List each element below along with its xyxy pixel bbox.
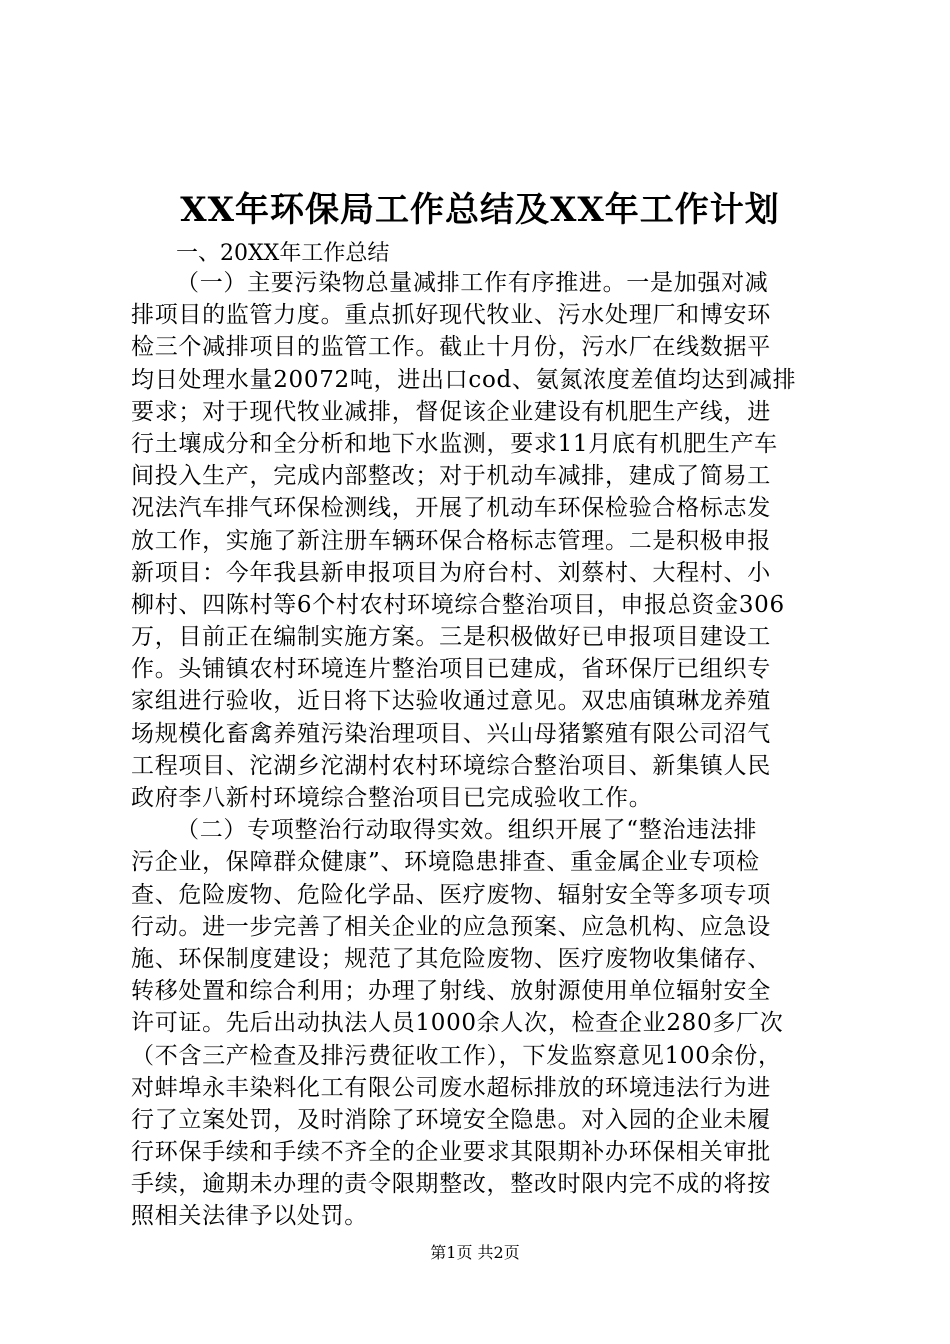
section-heading: 一、20XX年工作总结 — [176, 241, 390, 266]
paragraph-1 — [131, 267, 831, 814]
paragraph-line: 检三个减排项目的监管工作。截止十月份，污水厂在线数据平 — [131, 334, 771, 361]
paragraph-line: 万，目前正在编制实施方案。三是积极做好已申报项目建设工 — [131, 624, 771, 651]
paragraph-line: （不含三产检查及排污费征收工作），下发监察意见100余份， — [131, 1042, 782, 1069]
paragraph-line: 照相关法律予以处罚。 — [131, 1203, 368, 1230]
paragraph-line: 施、环保制度建设；规范了其危险废物、医疗废物收集储存、 — [131, 945, 771, 972]
document-body — [131, 267, 831, 1233]
paragraph-line: 要求；对于现代牧业减排，督促该企业建设有机肥生产线，进 — [131, 398, 771, 425]
paragraph-line: 间投入生产，完成内部整改；对于机动车减排，建成了简易工 — [131, 463, 771, 490]
paragraph-line: 排项目的监管力度。重点抓好现代牧业、污水处理厂和博安环 — [131, 302, 771, 329]
paragraph-line: 新项目：今年我县新申报项目为府台村、刘蔡村、大程村、小 — [131, 559, 771, 586]
paragraph-line: （一）主要污染物总量减排工作有序推进。一是加强对减 — [176, 270, 769, 296]
paragraph-line: 场规模化畜禽养殖污染治理项目、兴山母猪繁殖有限公司沼气 — [131, 720, 771, 747]
paragraph-line: 行土壤成分和全分析和地下水监测，要求11月底有机肥生产车 — [131, 430, 778, 457]
document-title: XX年环保局工作总结及XX年工作计划 — [180, 190, 780, 230]
paragraph-line: 工程项目、沱湖乡沱湖村农村环境综合整治项目、新集镇人民 — [131, 752, 771, 779]
paragraph-line: （二）专项整治行动取得实效。组织开展了“整治违法排 — [176, 817, 758, 844]
paragraph-line: 许可证。先后出动执法人员1000余人次，检查企业280多厂次 — [131, 1010, 784, 1037]
paragraph-line: 行环保手续和手续不齐全的企业要求其限期补办环保相关审批 — [131, 1139, 771, 1166]
paragraph-line: 柳村、四陈村等6个村农村环境综合整治项目，申报总资金306 — [131, 591, 785, 618]
paragraph-line: 污企业，保障群众健康”、环境隐患排查、重金属企业专项检 — [131, 849, 760, 876]
paragraph-line: 转移处置和综合利用；办理了射线、放射源使用单位辐射安全 — [131, 978, 771, 1005]
paragraph-line: 行了立案处罚，及时消除了环境安全隐患。对入园的企业未履 — [131, 1106, 771, 1133]
paragraph-2 — [131, 814, 831, 1232]
paragraph-line: 作。头铺镇农村环境连片整治项目已建成，省环保厅已组织专 — [131, 656, 771, 683]
page-footer: 第1页 共2页 — [430, 1243, 520, 1262]
paragraph-line: 况法汽车排气环保检测线，开展了机动车环保检验合格标志发 — [131, 495, 771, 522]
paragraph-line: 均日处理水量20072吨，进出口cod、氨氮浓度差值均达到减排 — [131, 366, 797, 393]
paragraph-line: 查、危险废物、危险化学品、医疗废物、辐射安全等多项专项 — [131, 881, 771, 908]
paragraph-line: 放工作，实施了新注册车辆环保合格标志管理。二是积极申报 — [131, 527, 771, 554]
paragraph-line: 行动。进一步完善了相关企业的应急预案、应急机构、应急设 — [131, 913, 771, 940]
paragraph-line: 政府李八新村环境综合整治项目已完成验收工作。 — [131, 785, 653, 811]
paragraph-line: 对蚌埠永丰染料化工有限公司废水超标排放的环境违法行为进 — [131, 1074, 771, 1101]
paragraph-line: 家组进行验收，近日将下达验收通过意见。双忠庙镇琳龙养殖 — [131, 688, 771, 715]
paragraph-line: 手续，逾期未办理的责令限期整改，整改时限内完不成的将按 — [131, 1171, 771, 1198]
